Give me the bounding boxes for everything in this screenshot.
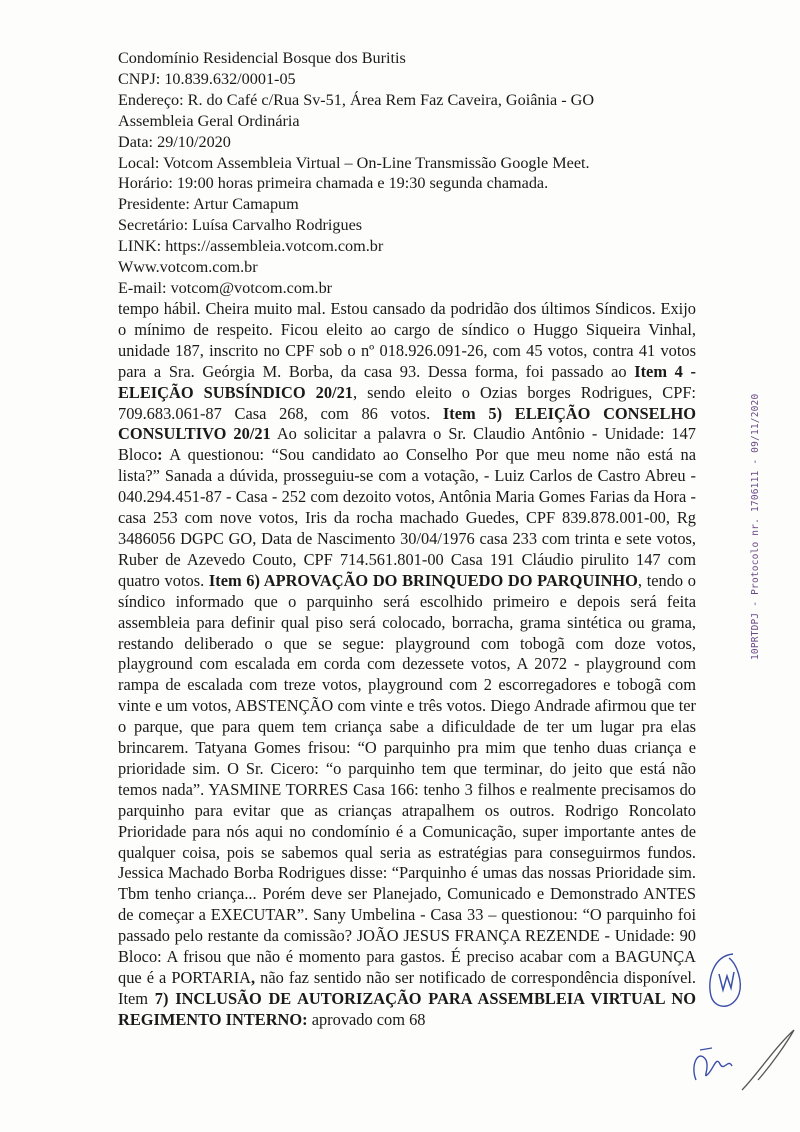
minutes-body [118,299,696,1031]
initials-signature [703,950,747,1014]
header-email: E-mail: votcom@votcom.com.br [118,278,333,297]
registry-protocol-stamp: 10PRTDPJ - Protocolo nr. 1706111 - 09/11/2020 [750,393,761,660]
minutes-text: A questionou: “Sou candidato ao Conselho Por que meu nome não está na lista?” Sanada a dúvida, prosseguiu-se com a votação, - Luiz Carlos de Castro Abreu - 040.294.451-87 - Casa - 252 com dezoito votos, Antônia Maria Gomes Farias da Hora - casa 253 com nove votos, Iris da rocha machado Guedes, CPF 839.878.001-00, Rg 3486056 DGPC GO, Data de Nascimento 30/04/1976 casa 233 com trinta e sete votos, Ruber de Azevedo Couto, CPF 714.561.801-00 Casa 191 Cláudio pirulito 147 com quatro votos. [118,445,696,590]
header-website: Www.votcom.com.br [118,258,258,277]
minutes-text: tempo hábil. Cheira muito mal. Estou cansado da podridão dos últimos Síndicos. Exijo o mínimo de respeito. Ficou eleito ao cargo de síndico o Huggo Siqueira Vinhal, unidade 187, inscrito no CPF sob o nº 018.926.091-26, com 45 votos, contra 41 votos para a Sra. Geórgia M. Borba, da casa 93. Dessa forma, foi passado ao [118,299,696,381]
document-header [118,48,698,299]
bold-comma: , [251,968,256,987]
full-signature [682,1010,800,1096]
header-meeting-type: Assembleia Geral Ordinária [118,111,300,130]
header-condominium-name: Condomínio Residencial Bosque dos Buritis [118,49,406,67]
minutes-text: , sendo eleito o Ozias borges Rodrigues, CPF: 709.683.061-87 Casa 268, com 86 votos. [118,382,696,423]
minutes-text: aprovado com 68 [307,1009,426,1029]
minutes-text: Ao solicitar a palavra o Sr. Claudio Antônio - Unidade: 147 Bloco [118,424,696,465]
item-6-heading: Item 6) APROVAÇÃO DO BRINQUEDO DO PARQUINHO [208,570,638,590]
item-4-heading: Item 4 - ELEIÇÃO SUBSÍNDICO 20/21 [118,361,696,402]
item-5-heading: Item 5) ELEIÇÃO CONSELHO CONSULTIVO 20/21 [118,403,696,444]
minutes-text: , tendo o síndico informado que o parquinho será escolhido primeiro e depois será feita assembleia para definir qual piso será colocado, borracha, grama sintética ou grama, restando deliberado o que se segue: playground com tobogã com doze votos, playground com escalada em corda com dezessete votos, A 2072 - playground com rampa de escalada com treze votos, playground com 2 escorregadores e tobogã com vinte e um votos, ABSTENÇÃO com vinte e três votos. Diego Andrade afirmou que ter o parque, que para quem tem criança sabe a dificuldade de ter um lugar pra elas brincarem. Tatyana Gomes frisou: “O parquinho pra mim que tenho duas criança e prioridade sim. O Sr. Cicero: “o parquinho tem que terminar, do jeito que está não temos nada”. YASMINE TORRES Casa 166: tenho 3 filhos e realmente precisamos do parquinho para evitar que as crianças atrapalhem os outros. Rodrigo Roncolato Prioridade para nós aqui no condomínio é a Comunicação, super importante antes de qualquer coisa, pois se sabemos qual seria as estratégias para conseguirmos fundos. Jessica Machado Borba Rodrigues disse: “Parquinho é umas das nossas Prioridade sim. Tbm tenho criança... Porém deve ser Planejado, Comunicado e Demonstrado ANTES de começar a EXECUTAR”. Sany Umbelina - Casa 33 – questionou: “O parquinho foi passado pelo restante da comissão? JOÃO JESUS FRANÇA REZENDE - Unidade: 90 Bloco: A frisou que não é momento para gastos. É preciso acabar com a BAGUNÇA que é a PORTARIA [118,570,696,987]
header-schedule: Horário: 19:00 horas primeira chamada e 19:30 segunda chamada. [118,174,549,193]
header-link: LINK: https://assembleia.votcom.com.br [118,237,384,256]
header-date: Data: 29/10/2020 [118,132,231,151]
header-cnpj: CNPJ: 10.839.632/0001-05 [118,69,296,88]
bold-colon: : [157,445,163,465]
item-7-heading: 7) INCLUSÃO DE AUTORIZAÇÃO PARA ASSEMBLEIA VIRTUAL NO REGIMENTO INTERNO: [118,988,696,1029]
header-president: Presidente: Artur Camapum [118,195,299,214]
header-address: Endereço: R. do Café c/Rua Sv-51, Área Rem Faz Caveira, Goiânia - GO [118,90,595,109]
minutes-text: não faz sentido não ser notificado de correspondência disponível. Item [118,968,697,1008]
header-secretary: Secretário: Luísa Carvalho Rodrigues [118,216,363,235]
header-location: Local: Votcom Assembleia Virtual – On-Line Transmissão Google Meet. [118,153,590,172]
